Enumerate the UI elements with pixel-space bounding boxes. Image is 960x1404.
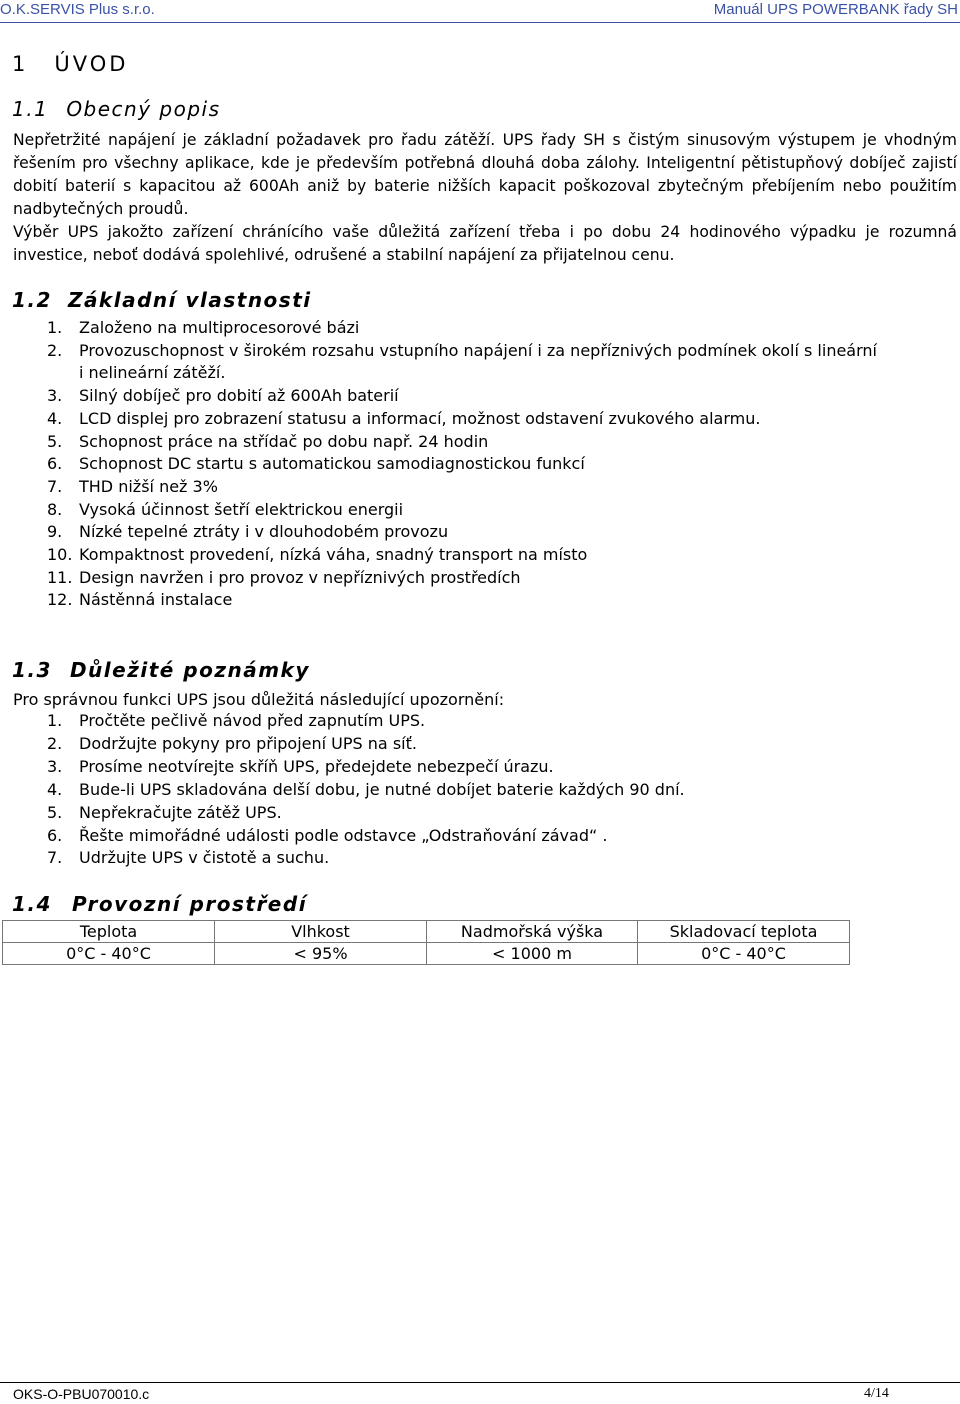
list-item: Bude-li UPS skladována delší dobu, je nutné dobíjet baterie každých 90 dní. <box>79 779 685 799</box>
list-item: Silný dobíječ pro dobití až 600Ah baterií <box>79 386 399 406</box>
list-item: LCD displej pro zobrazení statusu a informací, možnost odstavení zvukového alarmu. <box>79 408 761 428</box>
section-title: Obecný popis <box>66 97 221 121</box>
list-item-number: 2. <box>47 733 63 753</box>
paragraph-general-1: Nepřetržité napájení je základní požadavek pro řadu zátěží. UPS řady SH s čistým sinusovým výstupem je vhodným řešením pro všechny aplikace, kde je především potřebná dlouhá doba zálohy. Inteligentní pětistupňový dobíječ zajistí dobití baterií s kapacitou až 600Ah aniž by baterie nižších kapacit poškozoval zbytečným přebíjením nebo použitím nadbytečných proudů. <box>13 131 957 218</box>
list-item-continuation: i nelineární zátěží. <box>79 363 226 383</box>
list-item-number: 12. <box>47 590 73 610</box>
list-item: Založeno na multiprocesorové bázi <box>79 318 360 337</box>
environment-table <box>2 920 850 965</box>
list-item-number: 4. <box>47 779 63 799</box>
list-item: Schopnost práce na střídač po dobu např. 24 hodin <box>79 431 489 451</box>
footer-page-number: 4/14 <box>864 1386 889 1401</box>
section-1-2-heading <box>12 288 312 312</box>
list-item: Nepřekračujte zátěž UPS. <box>79 802 282 822</box>
section-title: Provozní prostředí <box>71 892 308 916</box>
list-item: Provozuschopnost v širokém rozsahu vstupního napájení i za nepříznivých podmínek okolí s lineární <box>79 340 877 360</box>
section-title: ÚVOD <box>54 52 129 76</box>
list-item-number: 8. <box>47 499 63 519</box>
list-item: Dodržujte pokyny pro připojení UPS na síť. <box>79 733 417 753</box>
footer-doc-code: OKS-O-PBU070010.c <box>13 1386 150 1402</box>
table-cell: < 1000 m <box>427 943 638 965</box>
header-company: O.K.SERVIS Plus s.r.o. <box>0 1 155 18</box>
list-item: Pročtěte pečlivě návod před zapnutím UPS. <box>79 711 426 730</box>
list-item-number: 5. <box>47 431 63 451</box>
section-1-heading <box>12 52 128 76</box>
list-item: Udržujte UPS v čistotě a suchu. <box>79 848 330 868</box>
list-item: THD nižší než 3% <box>79 476 218 496</box>
list-item: Kompaktnost provedení, nízká váha, snadný transport na místo <box>79 545 588 564</box>
paragraph-general-2: Výběr UPS jakožto zařízení chránícího vaše důležitá zařízení třeba i po dobu 24 hodinového výpadku je rozumná investice, neboť dodává spolehlivé, odrušené a stabilní napájení za přijatelnou cenu. <box>13 223 957 264</box>
header-manual-title: Manuál UPS POWERBANK řady SH <box>713 1 958 18</box>
table-cell: 0°C - 40°C <box>3 943 215 965</box>
table-header-cell: Nadmořská výška <box>427 921 638 943</box>
section-number: 1.3 <box>12 658 52 682</box>
list-item: Nízké tepelné ztráty i v dlouhodobém provozu <box>79 522 449 542</box>
section-1-4-heading <box>12 892 307 916</box>
footer-divider <box>0 1382 960 1383</box>
table-header-cell: Skladovací teplota <box>638 921 850 943</box>
list-item-number: 3. <box>47 386 63 406</box>
table-cell: 0°C - 40°C <box>638 943 850 965</box>
list-item: Schopnost DC startu s automatickou samodiagnostickou funkcí <box>79 454 585 474</box>
list-item: Vysoká účinnost šetří elektrickou energii <box>79 499 404 519</box>
section-number: 1 <box>12 52 29 76</box>
list-item-number: 1. <box>47 711 63 730</box>
section-1-1-heading <box>12 97 221 121</box>
section-title: Základní vlastnosti <box>67 288 312 312</box>
list-item-number: 11. <box>47 567 73 587</box>
list-item-number: 9. <box>47 522 63 542</box>
list-item: Nástěnná instalace <box>79 590 233 610</box>
section-number: 1.1 <box>12 97 49 121</box>
header-divider <box>0 22 960 23</box>
list-item-number: 2. <box>47 340 63 360</box>
section-1-3-heading <box>12 658 310 682</box>
list-item-number: 6. <box>47 454 63 474</box>
list-item-number: 1. <box>47 318 63 337</box>
list-item: Řešte mimořádné události podle odstavce „Odstraňování závad“ . <box>79 825 608 845</box>
notes-intro: Pro správnou funkci UPS jsou důležitá následující upozornění: <box>13 690 505 709</box>
list-item-number: 7. <box>47 848 63 868</box>
section-number: 1.4 <box>12 892 52 916</box>
section-number: 1.2 <box>12 288 52 312</box>
table-header-cell: Vlhkost <box>215 921 427 943</box>
table-header-row <box>3 921 850 943</box>
section-title: Důležité poznámky <box>69 658 310 682</box>
list-item-number: 4. <box>47 408 63 428</box>
list-item-number: 6. <box>47 825 63 845</box>
table-header-cell: Teplota <box>3 921 215 943</box>
list-item-number: 3. <box>47 756 63 776</box>
table-cell: < 95% <box>215 943 427 965</box>
list-item-number: 7. <box>47 476 63 496</box>
list-item: Prosíme neotvírejte skříň UPS, předejdete nebezpečí úrazu. <box>79 756 554 776</box>
list-item-number: 10. <box>47 545 73 564</box>
list-item: Design navržen i pro provoz v nepříznivých prostředích <box>79 567 521 587</box>
list-item-number: 5. <box>47 802 63 822</box>
table-row <box>3 943 850 965</box>
